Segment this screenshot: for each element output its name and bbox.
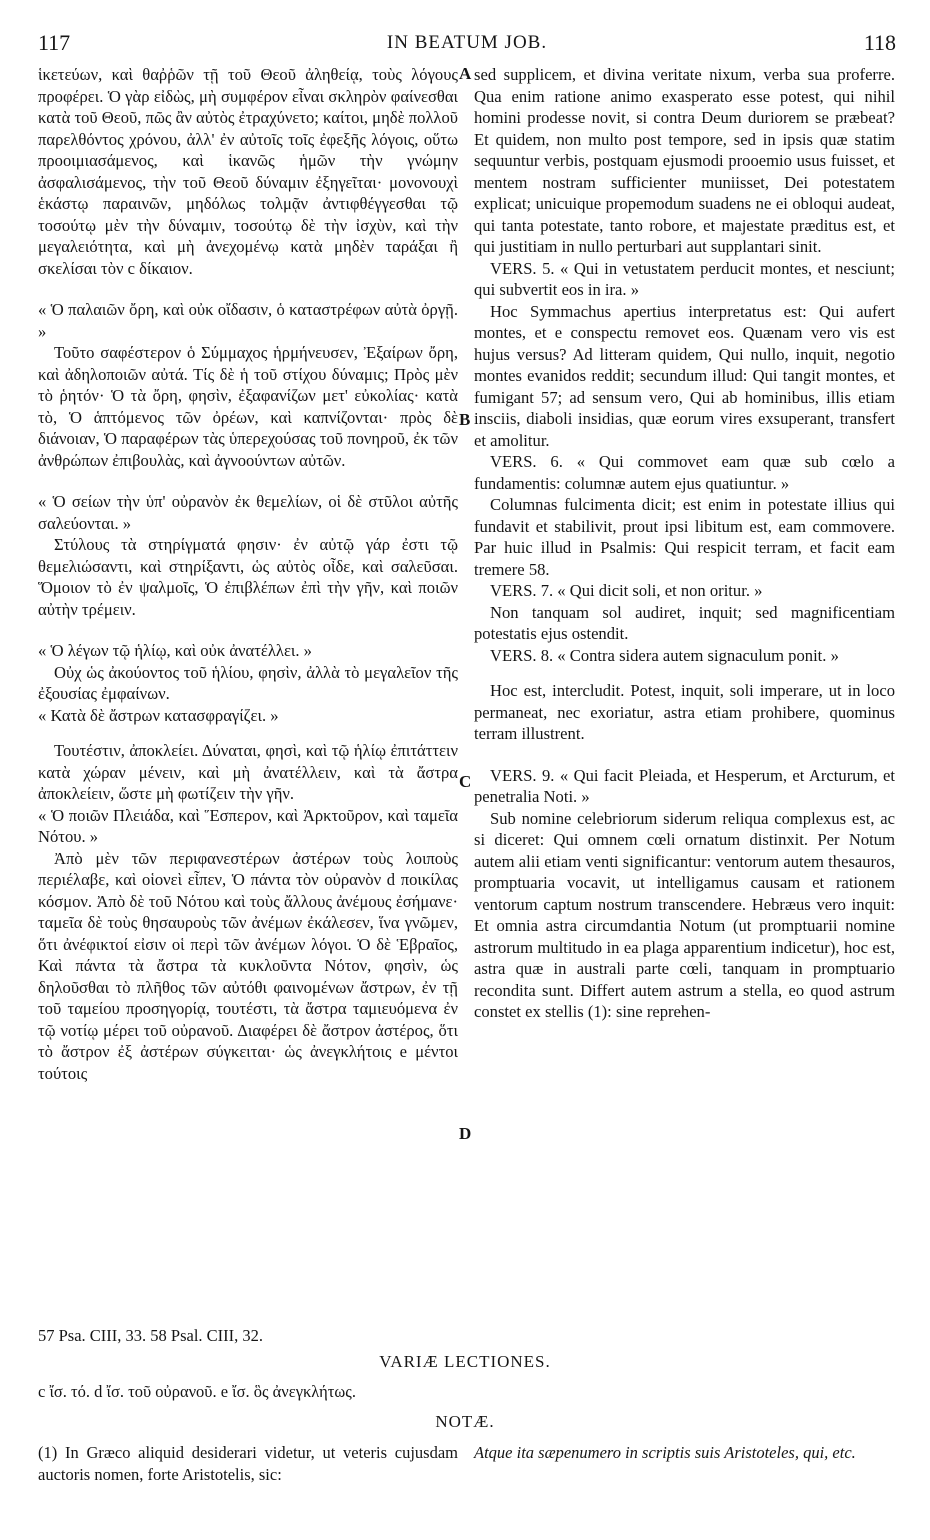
greek-verse-quote: « Ὁ λέγων τῷ ἡλίῳ, καὶ οὐκ ἀνατέλλει. »	[38, 641, 312, 660]
margin-marker-d: D	[459, 1124, 472, 1143]
latin-verse-quote: VERS. 8. « Contra sidera autem signaculum ponit. »	[490, 645, 839, 665]
latin-paragraph: Sub nomine celebriorum siderum reliqua complexus est, ac si diceret: Qui omnem cœli ornatum distinxit. Per Notum autem alii etiam venti significantur: ventorum autem thesauros, promptuaria vocavit, ut intelligamus causam et rationem ventorum captum nostrum transcendere. Hebræus vero inquit: Et omnia astra circumdantia Notum (ut promptuarii nomine astrorum multitudo in ea plaga apparentium indicetur), hoc est, astra quæ in australi parte cœli, tanquam in promptuario recondita sunt. Differt autem astrum a stella, eo quod astrum constet ex stellis (1): sine reprehen-	[474, 808, 895, 1021]
greek-paragraph: Ἀπὸ μὲν τῶν περιφανεστέρων ἀστέρων τοὺς λοιποὺς περιέλαβε, καὶ οἱονεὶ εἶπεν, Ὁ πάντα τὸν οὐρανὸν d ποικίλας κόσμον. Ἀπὸ δὲ τοῦ Νότου καὶ τοὺς ἄλλους ἀνέμους ἐσήμανε· ταμεῖα δὲ τοὺς θησαυροὺς τῶν ἀνέμων ἐκάλεσεν, ἵνα γνῶμεν, ὅτι ἀνέφικτοί εἰσιν οἱ περὶ τῶν ἀνέμων λόγοι. Ὁ δὲ Ἑβραῖος, Καὶ πάντα τὰ ἄστρα τὰ κυκλοῦντα Νότον, φησὶν, ὡς δηλοῦσθαι τὸ πλῆθος τῶν αὐτόθι φαινομένων ἄστρων, ἐν τῇ τοῦ ταμείου προσηγορίᾳ, τουτέστι, τὰ ἄστρα ταμιευόμενα ἐν τῷ νοτίῳ μέρει τοῦ οὐρανοῦ. Διαφέρει δὲ ἄστρον ἀστέρος, ὅτι τὸ ἄστρον ἐξ ἀστέρων σύγκειται· ὡς ἀνεγκλήτοις e μέντοι τούτοις	[38, 848, 458, 1083]
latin-paragraph: Non tanquam sol audiret, inquit; sed magnificentiam potestatis ejus ostendit.	[474, 602, 895, 643]
greek-column	[38, 64, 458, 1084]
greek-paragraph: ἱκετεύων, καὶ θαῤῥῶν τῇ τοῦ Θεοῦ ἀληθείᾳ, τοὺς λόγους προφέρει. Ὁ γὰρ εἰδὼς, μὴ συμφέρον εἶναι σκληρὸν φαίνεσθαι κατὰ τοῦ Θεοῦ, πῶς ἂν αὐτὸς ἐτραχύνετο; καίτοι, μηδὲ πολλοῦ παρελθόντος χρόνου, ἀλλ' ἐν αὐτοῖς τοῖς ἐφεξῆς λόγοις, οὕτω προοιμιασάμενος, καὶ ἱκανῶς ἡμῶν τὴν γνώμην ἀσφαλισάμενος, τὴν τοῦ Θεοῦ δύναμιν ἐξηγεῖται· μονονουχὶ ἑκάστῳ παραινῶν, μηδόλως τολμᾷν ἀντιφθέγγεσθαι τῷ τοσούτῳ μὲν τὴν δύναμιν, τοσούτῳ δὲ τὴν ἰσχὺν, καὶ τὴν μεγαλειότητα, καὶ μὴ ἀνεχομένῳ κατὰ μηδὲν ταράξαι ἢ σκελίσαι τὸν c δίκαιον.	[38, 65, 458, 278]
latin-verse-quote: VERS. 9. « Qui facit Pleiada, et Hesperum, et Arcturum, et penetralia Noti. »	[474, 765, 895, 806]
latin-paragraph: Hoc est, intercludit. Potest, inquit, soli imperare, ut in loco permaneat, nec exoriatur, astra etiam prohibere, quominus terram illustrent.	[474, 681, 895, 743]
margin-marker-c: C	[459, 772, 472, 791]
greek-paragraph: Τουτέστιν, ἀποκλείει. Δύναται, φησὶ, καὶ τῷ ἡλίῳ ἐπιτάττειν κατὰ χώραν μένειν, καὶ μὴ ἀνατέλλειν, καὶ τὰ ἄστρα ἀποκλείειν, ὥστε μὴ φωτίζειν τὴν γῆν.	[38, 741, 458, 803]
latin-verse-quote: VERS. 7. « Qui dicit soli, et non oritur. »	[490, 581, 763, 600]
margin-marker-a: A	[459, 64, 472, 83]
variae-lectiones-title: VARIÆ LECTIONES.	[379, 1352, 551, 1371]
latin-verse-quote: VERS. 5. « Qui in vetustatem perducit montes, et nesciunt; qui subvertit eos in ira. »	[474, 258, 895, 299]
right-page-number: 118	[863, 30, 896, 55]
left-page-number: 117	[38, 30, 71, 55]
latin-paragraph: Hoc Symmachus apertius interpretatus est: Qui aufert montes, et e conspectu removet eos. Quænam vero vis est hujus versus? Ad litteram quidem, Qui nullo, inquit, negotio montes evanidos reddit; secundum illud: Qui tangit montes, et fumigant 57; ad sensum vero, Qui ab hominibus, illis etiam insciis, diaboli insidias, quæ eorum vires exsuperant, transfert et amolitur.	[474, 301, 895, 450]
greek-verse-quote: « Ὁ σείων τὴν ὑπ' οὐρανὸν ἐκ θεμελίων, οἱ δὲ στῦλοι αὐτῆς σαλεύονται. »	[38, 492, 458, 533]
greek-verse-quote: « Ὁ ποιῶν Πλειάδα, καὶ Ἕσπερον, καὶ Ἀρκτοῦρον, καὶ ταμεῖα Νότου. »	[38, 805, 458, 846]
page-header	[38, 30, 896, 60]
latin-column	[474, 64, 895, 1023]
notae-left-text: (1) In Græco aliquid desiderari videtur, ut veteris cujusdam auctoris nomen, forte Aristotelis, sic:	[38, 1443, 458, 1484]
greek-verse-quote: « Ὁ παλαιῶν ὄρη, καὶ οὐκ οἴδασιν, ὁ καταστρέφων αὐτὰ ὀργῇ. »	[38, 300, 458, 341]
greek-paragraph: Στύλους τὰ στηρίγματά φησιν· ἐν αὐτῷ γάρ ἐστι τῷ θεμελιώσαντι, καὶ στηρίξαντι, ὡς αὐτὸς οἶδε, καὶ σαλεῦσαι. Ὅμοιον τὸ ἐν ψαλμοῖς, Ὁ ἐπιβλέπων ἐπὶ τὴν γῆν, καὶ ποιῶν αὐτὴν τρέμειν.	[38, 535, 458, 619]
latin-verse-quote: VERS. 6. « Qui commovet eam quæ sub cœlo a fundamentis: columnæ autem ejus quatiuntur. »	[474, 452, 895, 493]
greek-paragraph: Τοῦτο σαφέστερον ὁ Σύμμαχος ἡρμήνευσεν, Ἐξαίρων ὄρη, καὶ ἀδηλοποιῶν αὐτά. Τίς δὲ ἡ τοῦ στίχου δύναμις; Πρὸς μὲν τὸ ῥητόν· Ὁ τὰ ὄρη, φησὶν, ἐξαφανίζων μετ' εὐκολίας· κατὰ τὸ, Ὁ ἁπτόμενος τῶν ὀρέων, καὶ καπνίζονται· πρὸς δὲ διάνοιαν, Ὁ παραφέρων τὰς ὑπερεχούσας τοῦ πονηροῦ, ἐκ τῶν ἀνθρώπων ἐπιβουλὰς, καὶ ἀγνοούντων αὐτῶν.	[38, 343, 458, 470]
variae-lectiones-text: c ἴσ. τό. d ἴσ. τοῦ οὐρανοῦ. e ἴσ. ὃς ἀνεγκλήτως.	[38, 1382, 356, 1401]
running-title: IN BEATUM JOB.	[386, 32, 548, 53]
notae-title: NOTÆ.	[435, 1412, 495, 1431]
notae-right-text: Atque ita sæpenumero in scriptis suis Aristoteles, qui, etc.	[474, 1443, 856, 1462]
margin-marker-b: B	[459, 410, 471, 429]
scripture-footnotes: 57 Psa. CIII, 33. 58 Psal. CIII, 32.	[38, 1326, 264, 1345]
greek-verse-quote: « Κατὰ δὲ ἄστρων κατασφραγίζει. »	[38, 705, 279, 725]
latin-paragraph: sed supplicem, et divina veritate nixum, verba sua proferre. Qua enim ratione animo exasperato esse potest, qui nihil homini prodesse novit, si contra Deum duriorem se præbeat? Et quidem, non multo post tempore, sed in ipsis quæ statim sequuntur verbis, postquam ejusmodi prooemio usus fuisset, et mentem nostram sufficienter muniisset, Dei potestatem explicat; unicuique propemodum suadens ne ei obloqui audeat, qui tanta potestate, tanto robore, et majestate præditus est, et qui justitiam in nullo perturbari aut supplantari sinit.	[474, 65, 895, 256]
greek-paragraph: Οὐχ ὡς ἀκούοντος τοῦ ἡλίου, φησὶν, ἀλλὰ τὸ μεγαλεῖον τῆς ἐξουσίας ἐμφαίνων.	[38, 662, 458, 703]
latin-paragraph: Columnas fulcimenta dicit; est enim in potestate illius qui fundavit et stabilivit, prout ipsi libitum est, eam commovere. Par huic illud in Psalmis: Qui respicit terram, et facit eam tremere 58.	[474, 495, 895, 579]
